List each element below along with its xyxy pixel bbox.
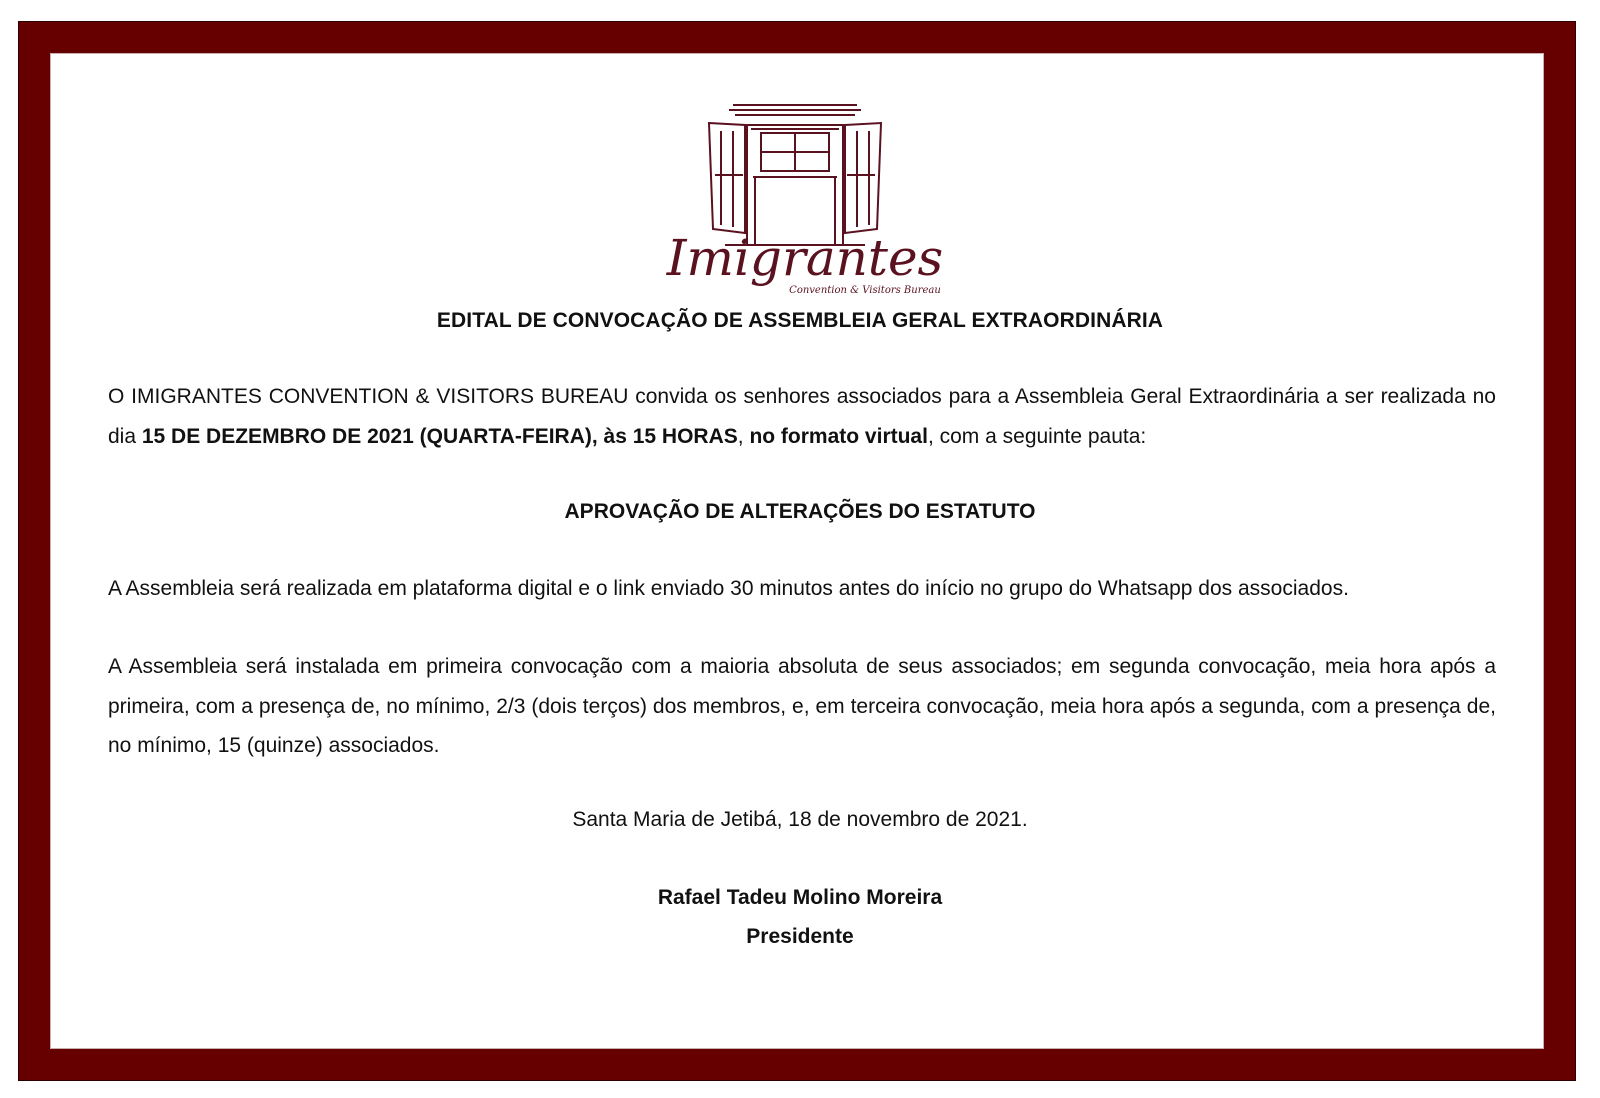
intro-text-end: , com a seguinte pauta:: [927, 424, 1147, 448]
platform-paragraph: A Assembleia será realizada em plataforma digital e o link enviado 30 minutos antes do início no grupo do Whatsapp dos associados.: [108, 577, 1349, 600]
quorum-paragraph: A Assembleia será instalada em primeira convocação com a maioria absoluta de seus associados; em segunda convocação, meia hora após a primeira, com a presença de, no mínimo, 2/3 (dois terços) dos membros, e, em terceira convocação, meia hora após a segunda, com a presença de, no mínimo, 15 (quinze) associados.: [108, 655, 1496, 757]
meeting-format: no formato virtual: [749, 424, 928, 448]
agenda-item: APROVAÇÃO DE ALTERAÇÕES DO ESTATUTO: [564, 500, 1036, 523]
intro-paragraph: [108, 377, 1496, 456]
imigrantes-logo: [665, 95, 945, 305]
document-title: EDITAL DE CONVOCAÇÃO DE ASSEMBLEIA GERAL EXTRAORDINÁRIA: [436, 309, 1164, 332]
intro-text-start: O IMIGRANTES CONVENTION & VISITORS BUREAU convida os senhores associados para a Assembleia Geral Extraordinária a ser realizada no dia: [108, 385, 1496, 448]
intro-separator: ,: [737, 424, 750, 448]
window-logo-icon: [665, 95, 945, 305]
place-date: Santa Maria de Jetibá, 18 de novembro de 2021.: [572, 808, 1028, 831]
meeting-date: 15 DE DEZEMBRO DE 2021 (QUARTA-FEIRA), às 15 HORAS: [141, 424, 738, 448]
signatory-role: Presidente: [746, 925, 854, 948]
brand-tagline: Convention & Visitors Bureau: [789, 285, 941, 296]
signatory-name: Rafael Tadeu Molino Moreira: [657, 886, 943, 909]
brand-name: Imigrantes: [666, 229, 944, 287]
